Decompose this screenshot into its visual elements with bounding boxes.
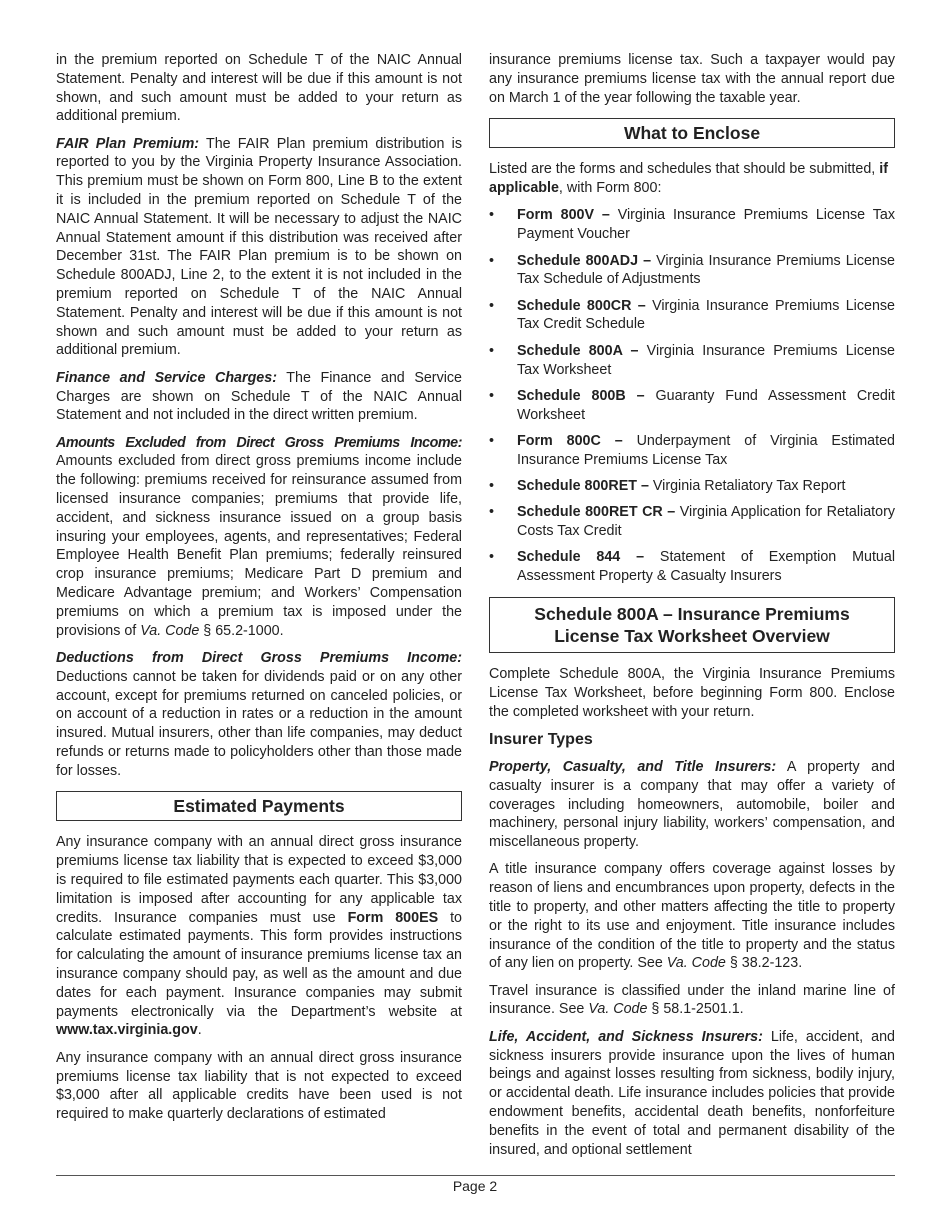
paragraph-finance-charges bbox=[56, 369, 462, 425]
item-name: Schedule 800CR – bbox=[517, 297, 646, 314]
bullet-icon: • bbox=[489, 387, 495, 404]
left-column bbox=[56, 51, 462, 1132]
travel-citation: Va. Code bbox=[588, 1001, 648, 1018]
overview-heading-line-2: License Tax Worksheet Overview bbox=[554, 626, 830, 647]
estimated-text-a: Any insurance company with an annual direct gross insurance premiums license tax liability that is expected to exceed $3,000 is required to file estimated payments each quarter. This $3,000 limitation is imposed after accounting for any applicable tax credits. Insurance companies must use bbox=[56, 834, 462, 926]
right-column bbox=[489, 51, 895, 1168]
website-link[interactable]: www.tax.virginia.gov bbox=[56, 1022, 198, 1039]
paragraph-deductions bbox=[56, 649, 462, 781]
paragraph-travel-insurance bbox=[489, 982, 895, 1020]
item-name: Schedule 800A – bbox=[517, 342, 639, 359]
overview-heading-line-1: Schedule 800A – Insurance Premiums bbox=[534, 604, 850, 625]
item-name: Schedule 800B – bbox=[517, 387, 645, 404]
travel-text-b: § 58.1-2501.1. bbox=[647, 1001, 744, 1018]
list-item bbox=[489, 252, 895, 290]
item-desc: Virginia Insurance Premiums License Tax Payment Voucher bbox=[517, 207, 895, 243]
title-text-b: § 38.2-123. bbox=[725, 955, 803, 972]
item-desc: Virginia Insurance Premiums License Tax Credit Schedule bbox=[517, 297, 895, 333]
estimated-payments-heading: Estimated Payments bbox=[56, 791, 462, 821]
schedule-800a-overview-heading bbox=[489, 597, 895, 653]
excluded-text: Amounts excluded from direct gross premiums income include the following: premiums received for reinsurance assumed from licensed insurance companies; premiums that provide life, accident, and sickness insurance issued on a group basis insuring your employees, agents, and representatives; Federal Employee Health Benefit Plan premiums; federally reinsured crop insurance premiums; Medicare Part D premium and Medicare Advantage premium; and Workers’ Compensation premiums on which a premium tax is imposed under the provisions of bbox=[56, 453, 462, 639]
page-number: Page 2 bbox=[452, 1178, 498, 1194]
item-desc: Guaranty Fund Assessment Credit Worksheet bbox=[517, 387, 895, 423]
paragraph-property-casualty-title bbox=[489, 758, 895, 852]
list-item bbox=[489, 503, 895, 541]
list-item bbox=[489, 432, 895, 470]
paragraph-title-insurance bbox=[489, 860, 895, 973]
enclose-intro-a: Listed are the forms and schedules that should be submitted, bbox=[489, 161, 880, 178]
bullet-icon: • bbox=[489, 252, 495, 269]
deductions-lead: Deductions from Direct Gross Premiums Income: bbox=[56, 649, 462, 666]
life-text: Life, accident, and sickness insurers provide insurance upon the lives of human beings and against losses resulting from sickness, bodily injury, or accidental death. Life insurance includes policies that provide endowment benefits, accidental death benefits, nonforfeiture benefits in the event of total and permanent disability of the insured, and optional settlement bbox=[489, 1028, 895, 1158]
what-to-enclose-heading: What to Enclose bbox=[489, 118, 895, 148]
item-name: Schedule 800RET – bbox=[517, 478, 649, 495]
fair-plan-lead: FAIR Plan Premium: bbox=[56, 135, 200, 152]
form-800es-ref: Form 800ES bbox=[347, 909, 439, 926]
item-name: Form 800C – bbox=[517, 432, 623, 449]
pct-lead: Property, Casualty, and Title Insurers: bbox=[489, 758, 777, 775]
enclosure-list bbox=[489, 206, 895, 586]
insurer-types-heading: Insurer Types bbox=[489, 730, 593, 748]
title-citation: Va. Code bbox=[666, 955, 726, 972]
list-item bbox=[489, 548, 895, 586]
paragraph-estimated-2: Any insurance company with an annual direct gross insurance premiums license tax liability that is not expected to exceed $3,000 after all applicable credits have been used is not required to make quarterly declarations of estimated bbox=[56, 1049, 462, 1123]
excluded-citation: Va. Code bbox=[140, 622, 200, 639]
item-desc: Underpayment of Virginia Estimated Insurance Premiums License Tax bbox=[517, 432, 895, 468]
paragraph-fair-plan bbox=[56, 135, 462, 361]
enclose-intro-b: , with Form 800: bbox=[558, 180, 662, 197]
estimated-text-end: . bbox=[197, 1022, 202, 1039]
bullet-icon: • bbox=[489, 432, 495, 449]
paragraph-estimated-1 bbox=[56, 833, 462, 1040]
list-item bbox=[489, 342, 895, 380]
list-item bbox=[489, 477, 895, 496]
bullet-icon: • bbox=[489, 549, 495, 566]
paragraph-enclose-intro bbox=[489, 160, 895, 198]
paragraph-life-accident-sickness bbox=[489, 1028, 895, 1160]
footer-divider bbox=[56, 1175, 895, 1176]
item-desc: Virginia Retaliatory Tax Report bbox=[648, 478, 846, 495]
item-name: Form 800V – bbox=[517, 207, 610, 224]
bullet-icon: • bbox=[489, 504, 495, 521]
list-item bbox=[489, 297, 895, 335]
pct-text: A property and casualty insurer is a company that may offer a variety of coverages including homeowners, automobile, boiler and machinery, personal injury liability, workers’ compensation, and miscellaneous property. bbox=[489, 758, 895, 851]
item-name: Schedule 800RET CR – bbox=[517, 504, 676, 521]
bullet-icon: • bbox=[489, 342, 495, 359]
fair-plan-text: The FAIR Plan premium distribution is reported to you by the Virginia Property Insurance Association. This premium must be shown on Form 800, Line B to the extent it is included in the premium reported on Schedule T of the NAIC Annual Statement. It will be necessary to adjust the NAIC Annual Statement amount if this distribution was received after December 31st. The FAIR Plan premium is to be shown on Schedule 800ADJ, Line 2, to the extent it is not included in the premium reported on Schedule T of the NAIC Annual Statement. Penalty and interest will be due if this amount is not shown and such amount must be added to your return as additional premium. bbox=[56, 135, 462, 359]
bullet-icon: • bbox=[489, 297, 495, 314]
title-text-a: A title insurance company offers coverage against losses by reason of liens and encumbrances upon property, defects in the title to property, and other matters affecting the title to property or the right to its use and enjoyment. Title insurance includes insurance of the condition of the title to property and the status of any lien on property. See bbox=[489, 861, 895, 972]
bullet-icon: • bbox=[489, 478, 495, 495]
deductions-text: Deductions cannot be taken for dividends paid or on any other account, except for premiums returned on canceled policies, or on account of a reduction in rates or a reduction in the amount insured. Mutual insurers, other than life companies, may deduct refunds or returns made to policyholders other than those made for losses. bbox=[56, 668, 462, 779]
travel-text-a: Travel insurance is classified under the inland marine line of insurance. See bbox=[489, 982, 895, 1018]
excluded-tail: § 65.2-1000. bbox=[199, 622, 284, 639]
excluded-lead: Amounts Excluded from Direct Gross Premiums Income: bbox=[56, 434, 462, 451]
life-lead: Life, Accident, and Sickness Insurers: bbox=[489, 1028, 763, 1045]
paragraph-license-tax-continued: insurance premiums license tax. Such a taxpayer would pay any insurance premiums license tax with the annual report due on March 1 of the year following the taxable year. bbox=[489, 52, 895, 106]
paragraph-overview: Complete Schedule 800A, the Virginia Insurance Premiums License Tax Worksheet, before beginning Form 800. Enclose the completed worksheet with your return. bbox=[489, 666, 895, 720]
item-desc: Virginia Insurance Premiums License Tax Worksheet bbox=[517, 342, 895, 378]
list-item bbox=[489, 206, 895, 244]
item-desc: Virginia Application for Retaliatory Costs Tax Credit bbox=[517, 504, 895, 540]
paragraph-premium-continued: in the premium reported on Schedule T of the NAIC Annual Statement. Penalty and interest will be due if this amount is not shown, and such amount must be added to your return as additional premium. bbox=[56, 52, 462, 125]
item-desc: Virginia Insurance Premiums License Tax Schedule of Adjustments bbox=[517, 252, 895, 288]
list-item bbox=[489, 387, 895, 425]
item-name: Schedule 800ADJ – bbox=[517, 252, 652, 269]
item-name: Schedule 844 – bbox=[517, 549, 645, 566]
finance-lead: Finance and Service Charges: bbox=[56, 369, 277, 386]
estimated-text-b: to calculate estimated payments. This form provides instructions for calculating the amount of insurance premiums license tax an insurance company should pay, as well as the amount and due dates for each payment. Insurance companies may submit payments electronically via the Department’s website at bbox=[56, 909, 462, 1020]
paragraph-excluded-amounts bbox=[56, 434, 462, 641]
bullet-icon: • bbox=[489, 207, 495, 224]
enclose-intro-bold: if applicable bbox=[489, 161, 888, 197]
item-desc: Statement of Exemption Mutual Assessment Property & Casualty Insurers bbox=[517, 549, 895, 585]
finance-text: The Finance and Service Charges are shown on Schedule T of the NAIC Annual Statement and not included in the direct written premium. bbox=[56, 369, 462, 424]
